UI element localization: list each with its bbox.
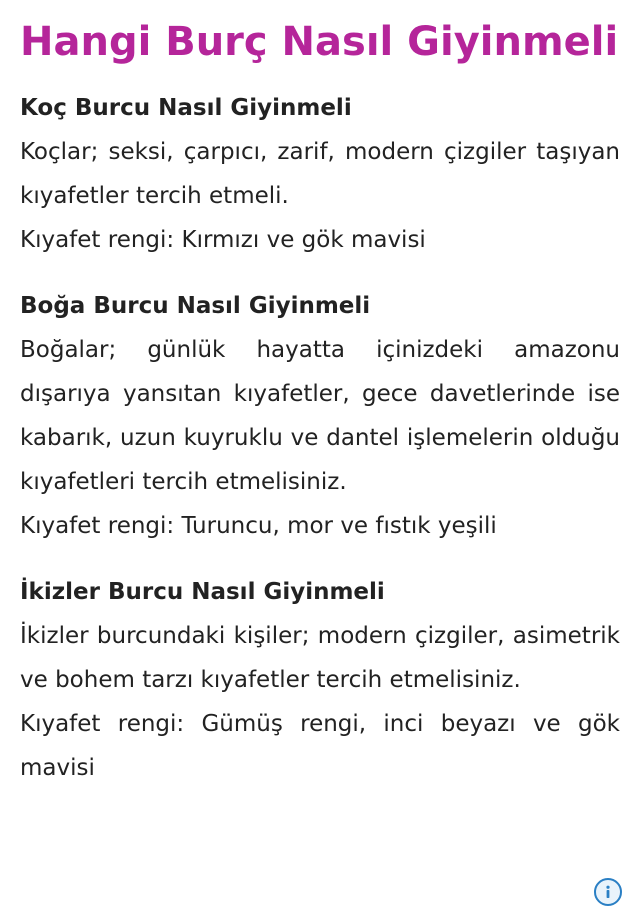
section-koc [20, 86, 620, 262]
section-body: Koçlar; seksi, çarpıcı, zarif, modern çizgiler taşıyan kıyafetler tercih etmeli. [20, 139, 620, 209]
info-button[interactable] [594, 878, 622, 906]
info-icon [600, 884, 616, 900]
section-heading: Boğa Burcu Nasıl Giyinmeli [20, 293, 371, 319]
section-body: Boğalar; günlük hayatta içinizdeki amazonu dışarıya yansıtan kıyafetler, gece davetlerinde ise kabarık, uzun kuyruklu ve dantel işlemelerin olduğu kıyafetleri tercih etmelisiniz. [20, 337, 620, 495]
section-ikizler [20, 570, 620, 790]
article [20, 14, 620, 812]
section-color-line: Kıyafet rengi: Gümüş rengi, inci beyazı ve gök mavisi [20, 711, 620, 781]
section-heading: Koç Burcu Nasıl Giyinmeli [20, 95, 352, 121]
section-color-line: Kıyafet rengi: Turuncu, mor ve fıstık yeşili [20, 513, 497, 539]
section-color-line: Kıyafet rengi: Kırmızı ve gök mavisi [20, 227, 426, 253]
section-body: İkizler burcundaki kişiler; modern çizgiler, asimetrik ve bohem tarzı kıyafetler tercih etmelisiniz. [20, 623, 620, 693]
page-title: Hangi Burç Nasıl Giyinmeli [20, 19, 619, 65]
section-boga [20, 284, 620, 548]
section-heading: İkizler Burcu Nasıl Giyinmeli [20, 579, 385, 605]
